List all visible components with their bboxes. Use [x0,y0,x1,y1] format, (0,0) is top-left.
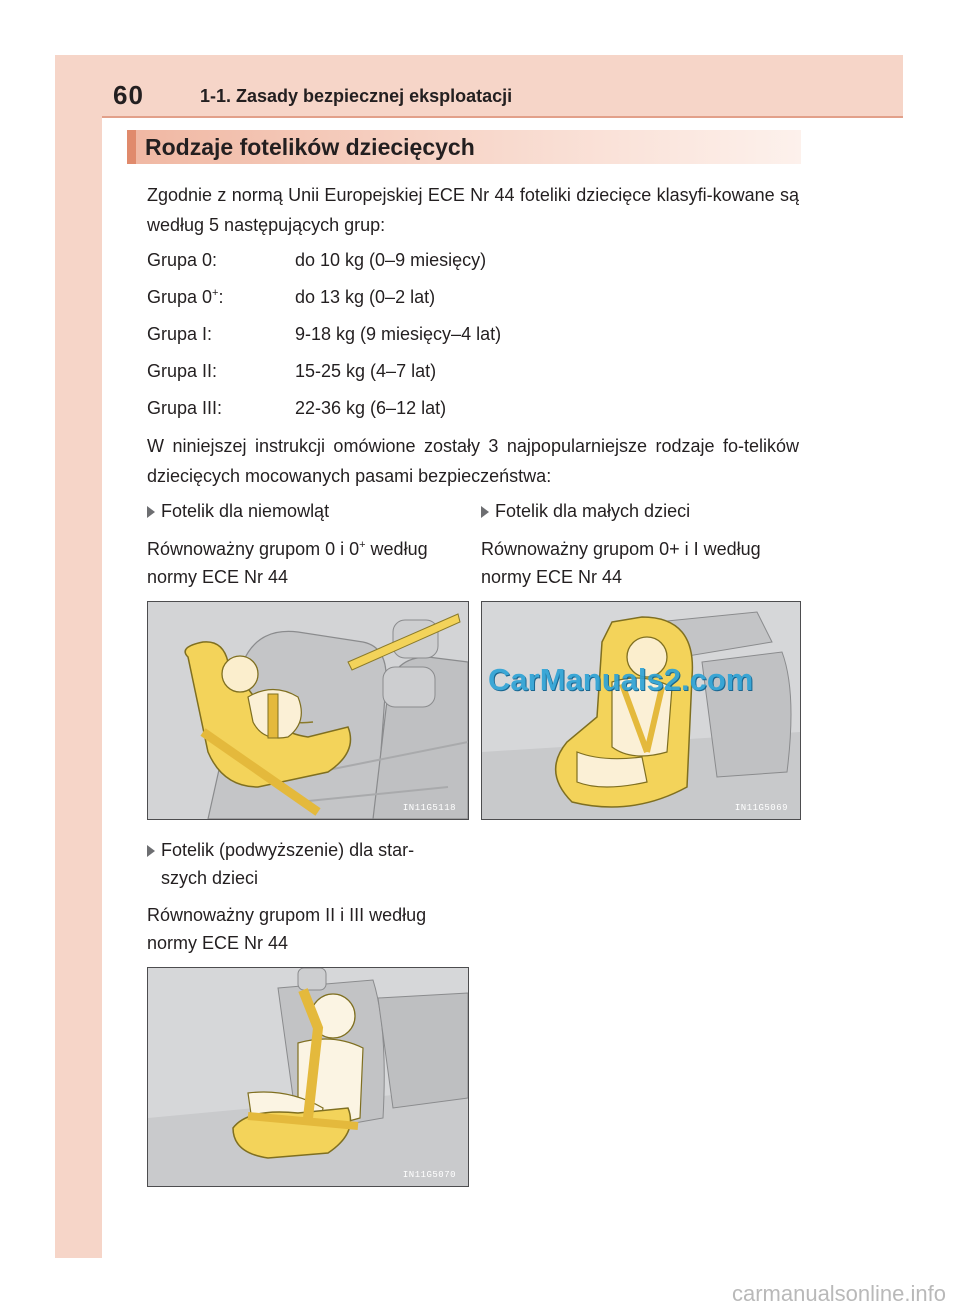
figure-code: IN11G5118 [402,803,456,813]
booster-seat-illustration [147,967,469,1187]
item-description-sup: + [359,539,366,551]
page-number: 60 [113,80,144,110]
triangle-bullet-icon [481,506,489,518]
item-description-text: Równoważny grupom 0 i 0 [147,539,360,559]
item-description-line: normy ECE Nr 44 [481,567,623,587]
group-label-end: : [218,287,224,307]
running-title: 1-1. Zasady bezpiecznej eksploatacji [200,86,513,106]
group-label: Grupa 0: [147,250,218,270]
group-value: 9-18 kg (9 miesięcy–4 lat) [295,324,502,344]
item-description-text-end: według [365,539,428,559]
margin-band [55,55,102,1258]
item-description-line [147,535,469,563]
item-title: Fotelik dla niemowląt [161,501,330,521]
item-title: Fotelik dla małych dzieci [495,501,691,521]
group-label: Grupa II: [147,361,218,381]
group-value: 15-25 kg (4–7 lat) [295,361,437,381]
group-value: 22-36 kg (6–12 lat) [295,398,447,418]
booster-seat-drawing [148,968,468,1186]
group-label-base: Grupa 0 [147,287,213,307]
item-description [147,535,469,591]
item-description [147,901,469,957]
figure-code: IN11G5069 [734,803,788,813]
group-label [147,284,224,310]
item-title: Fotelik (podwyższenie) dla star- [161,840,415,860]
intro-paragraph: Zgodnie z normą Unii Europejskiej ECE Nr 44 foteliki dziecięce klasyfi-kowane są według 5 następujących grup: [147,185,799,235]
triangle-bullet-icon [147,506,155,518]
watermark-logo: CarManuals2.com [488,662,754,697]
item-description-line: Równoważny grupom 0+ i I według [481,539,761,559]
group-value: do 13 kg (0–2 lat) [295,287,436,307]
item-description-line: normy ECE Nr 44 [147,933,289,953]
item-description-line: Równoważny grupom II i III według [147,905,427,925]
item-description [481,535,803,591]
header-rule [102,116,903,118]
child-seat-drawing [482,602,800,819]
section-heading [127,130,801,164]
figure-code: IN11G5070 [402,1170,456,1180]
child-seat-illustration [481,601,801,820]
footer-watermark: carmanualsonline.info [731,1281,946,1306]
infant-seat-drawing [148,602,468,819]
triangle-bullet-icon [147,845,155,857]
item-heading [147,836,469,892]
section-heading-accent [127,130,136,164]
group-value: do 10 kg (0–9 miesięcy) [295,250,487,270]
section-heading-text: Rodzaje fotelików dziecięcych [145,134,475,160]
item-description-line: normy ECE Nr 44 [147,567,289,587]
group-label-sup: + [212,287,219,299]
item-title-continued: szych dzieci [161,868,259,888]
group-label: Grupa I: [147,324,213,344]
outro-paragraph: W niniejszej instrukcji omówione zostały 3 najpopularniejsze rodzaje fo-telików dziecięcych mocowanych pasami bezpieczeństwa: [147,436,799,486]
infant-seat-illustration [147,601,469,820]
group-label: Grupa III: [147,398,223,418]
